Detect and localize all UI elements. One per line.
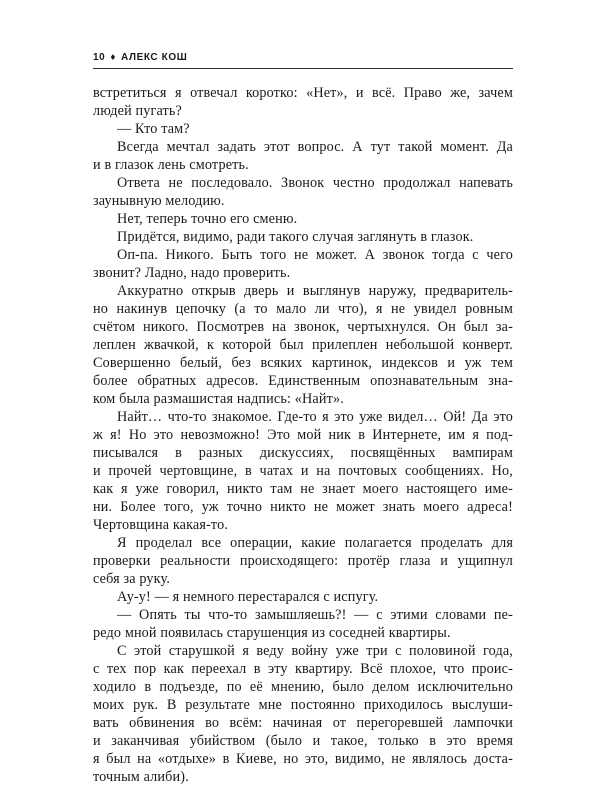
- text-line: Найт… что-то знакомое. Где-то я это уже видел… Ой! Да это: [117, 409, 513, 425]
- text-line: ходило в подъезде, по её мнению, было делом исключительно: [93, 679, 513, 695]
- text-line: Ау-у! — я немного перестарался с испугу.: [117, 589, 379, 605]
- text-line: ж я! Но это невозможно! Это мой ник в Интернете, им я под-: [93, 427, 513, 443]
- text-line: Аккуратно открыв дверь и выглянув наружу, предваритель-: [117, 283, 513, 299]
- text-line: редо мной появилась старушенция из соседней квартиры.: [93, 625, 451, 641]
- text-line: вать обвинения во всём: начиная от перегоревшей лампочки: [93, 715, 513, 731]
- text-line: людей пугать?: [93, 103, 182, 119]
- text-line: С этой старушкой я веду войну уже три с половиной года,: [117, 643, 513, 659]
- header-rule: [93, 68, 513, 69]
- text-line: но накинув цепочку (а то мало ли что), я не увидел ровным: [93, 301, 513, 317]
- text-line: встретиться я отвечал коротко: «Нет», и всё. Право же, зачем: [93, 85, 513, 101]
- author-name: АЛЕКС КОШ: [121, 52, 188, 63]
- text-line: Чертовщина какая-то.: [93, 517, 229, 533]
- text-line: себя за руку.: [93, 571, 171, 587]
- text-line: счётом никого. Посмотрев на звонок, чертыхнулся. Он был за-: [93, 319, 513, 335]
- text-line: — Опять ты что-то замышляешь?! — с этими словами пе-: [117, 607, 513, 623]
- text-line: с тех пор как переехал в эту квартиру. Всё плохое, что проис-: [93, 661, 513, 677]
- text-line: Ответа не последовало. Звонок честно продолжал напевать: [117, 175, 513, 191]
- text-line: ком была размашистая надпись: «Найт».: [93, 391, 344, 407]
- body-text: [93, 84, 513, 786]
- text-line: ни. Более того, уж точно никто не может знать моего адреса!: [93, 499, 513, 515]
- text-line: как я уже говорил, никто там не знает моего настоящего име-: [93, 481, 513, 497]
- text-line: Нет, теперь точно его сменю.: [117, 211, 298, 227]
- text-line: заунывную мелодию.: [93, 193, 225, 209]
- text-line: Я проделал все операции, какие полагается проделать для: [117, 535, 513, 551]
- text-line: я был на «отдыхе» в Киеве, но это, видимо, не являлось доста-: [93, 751, 513, 767]
- page-number: 10: [93, 52, 106, 63]
- text-line: леплен жвачкой, к которой был прилеплен небольшой конверт.: [93, 337, 513, 353]
- text-line: — Кто там?: [117, 121, 190, 137]
- text-line: моих рук. В результате мне постоянно приходилось выслуши-: [93, 697, 513, 713]
- text-line: и прочей чертовщине, в чатах и на почтовых сообщениях. Но,: [93, 463, 513, 479]
- text-line: писывался в разных дискуссиях, посвящённых вампирам: [93, 445, 513, 461]
- text-line: точным алиби).: [93, 769, 189, 785]
- running-header: [93, 51, 513, 67]
- text-line: Совершенно белый, без всяких картинок, индексов и уж тем: [93, 355, 513, 371]
- text-line: Оп-па. Никого. Быть того не может. А звонок тогда с чего: [117, 247, 513, 263]
- text-line: проверки реальности происходящего: протёр глаза и ущипнул: [93, 553, 513, 569]
- diamond-separator: ♦: [110, 52, 117, 63]
- text-line: более обратных адресов. Единственным опознавательным зна-: [93, 373, 513, 389]
- text-line: и в глазок лень смотреть.: [93, 157, 249, 173]
- text-line: Всегда мечтал задать этот вопрос. А тут такой момент. Да: [117, 139, 513, 155]
- text-line: и заканчивая убийством (было и такое, только в это время: [93, 733, 513, 749]
- text-line: звонит? Ладно, надо проверить.: [93, 265, 291, 281]
- text-line: Придётся, видимо, ради такого случая заглянуть в глазок.: [117, 229, 474, 245]
